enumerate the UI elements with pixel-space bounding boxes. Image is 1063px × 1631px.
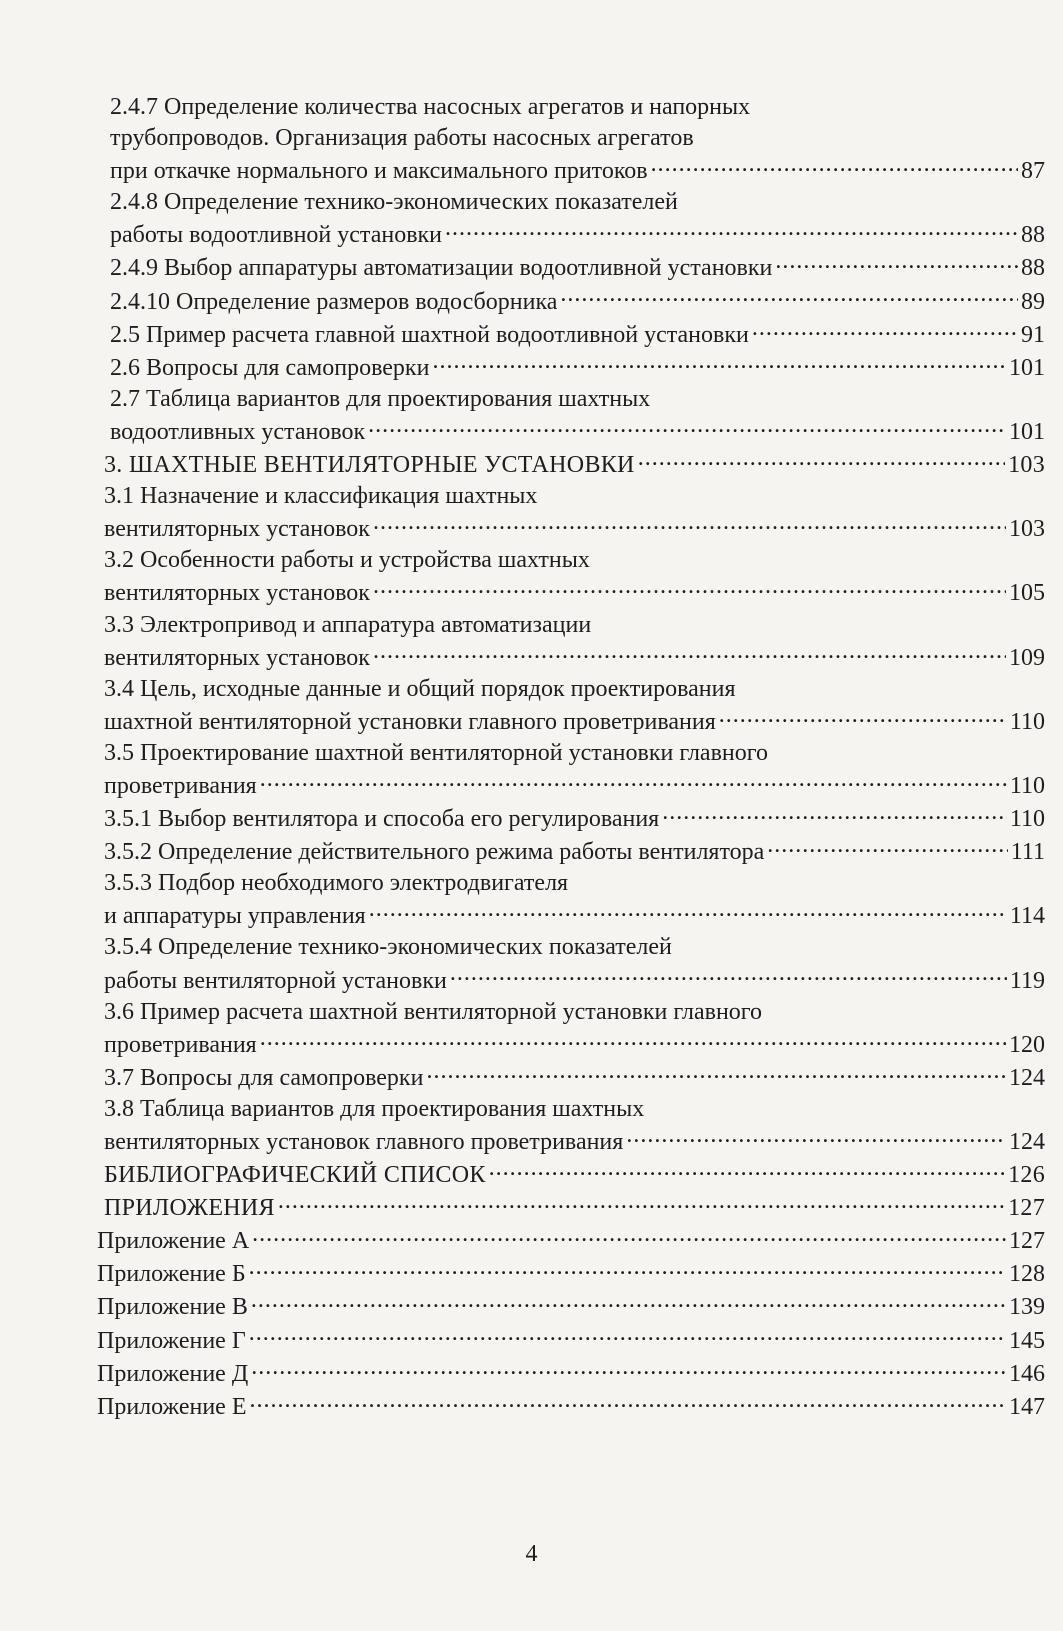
toc-entry-title: вентиляторных установок: [104, 644, 370, 671]
table-of-contents: [97, 92, 1045, 1423]
toc-entry-title: Приложение В: [97, 1294, 248, 1321]
toc-entry: [97, 868, 1045, 932]
toc-entry-title: Приложение Е: [97, 1393, 247, 1420]
toc-page-number: 89: [1021, 288, 1045, 315]
toc-entry-title: Приложение Д: [97, 1360, 249, 1387]
toc-line: [104, 769, 1045, 802]
toc-line: [104, 1125, 1045, 1158]
toc-page-number: 101: [1009, 354, 1045, 381]
dot-leader: [252, 1224, 1006, 1248]
toc-page-number: 147: [1009, 1393, 1045, 1420]
toc-page-number: 111: [1010, 839, 1045, 866]
toc-line: [104, 512, 1045, 545]
toc-line: [104, 545, 1045, 576]
toc-entry-title: при откачке нормального и максимального притоков: [110, 158, 648, 185]
toc-entry: [97, 835, 1045, 868]
toc-entry-title: вентиляторных установок главного проветривания: [104, 1129, 624, 1155]
toc-entry-title: 3.5.1 Выбор вентилятора и способа его регулирования: [104, 806, 660, 833]
toc-entry-title: 3.6 Пример расчета шахтной вентиляторной установки главного: [104, 998, 763, 1025]
toc-page-number: 91: [1021, 321, 1045, 348]
dot-leader: [249, 1257, 1006, 1281]
toc-entry-title: 2.6 Вопросы для самопроверки: [110, 354, 430, 381]
toc-entry: [97, 1290, 1045, 1323]
toc-entry-title: трубопроводов. Организация работы насосных агрегатов: [110, 125, 694, 152]
toc-entry-title: Приложение А: [97, 1228, 250, 1255]
toc-page-number: 88: [1021, 222, 1045, 249]
toc-line: [104, 1191, 1045, 1224]
toc-entry-title: 3.5 Проектирование шахтной вентиляторной установки главного: [104, 739, 769, 766]
toc-page-number: 103: [1009, 516, 1045, 543]
toc-line: [110, 285, 1045, 318]
toc-page-number: 127: [1009, 1228, 1045, 1255]
toc-entry: [97, 1094, 1045, 1158]
dot-leader: [767, 835, 1007, 859]
toc-entry-title: ПРИЛОЖЕНИЯ: [104, 1195, 275, 1222]
toc-chapter: [97, 448, 1045, 481]
toc-page-number: 146: [1009, 1360, 1045, 1387]
dot-leader: [373, 576, 1006, 600]
toc-line: [104, 868, 1045, 899]
toc-entry-title: 2.7 Таблица вариантов для проектирования шахтных: [110, 385, 651, 412]
toc-entry-title: проветривания: [104, 1031, 257, 1058]
toc-line: [104, 448, 1045, 481]
toc-line: [104, 1158, 1045, 1191]
toc-page-number: 139: [1009, 1294, 1045, 1321]
toc-entry: [97, 1224, 1045, 1257]
toc-page-number: 124: [1009, 1129, 1045, 1155]
dot-leader: [489, 1158, 1005, 1182]
toc-entry-title: и аппаратуры управления: [104, 903, 366, 930]
toc-entry: [97, 932, 1045, 996]
dot-leader: [251, 1357, 1006, 1381]
toc-line: [104, 705, 1045, 738]
toc-line: [104, 899, 1045, 932]
dot-leader: [260, 1028, 1006, 1052]
toc-page-number: 110: [1009, 772, 1045, 799]
toc-page-number: 110: [1009, 708, 1045, 735]
dot-leader: [368, 415, 1006, 439]
toc-line: [104, 997, 1045, 1028]
toc-entry-title: 3.1 Назначение и классификация шахтных: [104, 483, 538, 510]
toc-line: [104, 1061, 1045, 1094]
toc-page-number: 124: [1009, 1064, 1045, 1091]
toc-entry-title: водоотливных установок: [110, 418, 366, 445]
toc-line: [104, 576, 1045, 609]
toc-entry: [97, 92, 1045, 187]
toc-page-number: 103: [1008, 452, 1045, 479]
toc-line: [97, 1390, 1045, 1423]
toc-line: [104, 964, 1045, 997]
toc-entry: [97, 285, 1045, 318]
dot-leader: [626, 1125, 1006, 1149]
toc-entry: [97, 802, 1045, 835]
toc-line: [104, 738, 1045, 769]
toc-entry-title: проветривания: [104, 772, 257, 799]
toc-line: [97, 1324, 1045, 1357]
dot-leader: [752, 318, 1018, 342]
toc-entry-title: 3.4 Цель, исходные данные и общий порядок проектирования: [104, 675, 736, 702]
toc-entry: [97, 351, 1045, 384]
toc-page-number: 127: [1008, 1195, 1045, 1222]
toc-line: [110, 218, 1045, 251]
toc-entry-title: вентиляторных установок: [104, 516, 370, 543]
toc-entry-title: 2.4.9 Выбор аппаратуры автоматизации водоотливной установки: [110, 255, 773, 282]
toc-entry-title: вентиляторных установок: [104, 580, 370, 607]
toc-entry: [97, 1390, 1045, 1423]
toc-page-number: 145: [1009, 1327, 1045, 1354]
dot-leader: [560, 285, 1018, 309]
toc-line: [97, 1257, 1045, 1290]
dot-leader: [278, 1191, 1005, 1215]
toc-entry-title: 3.5.2 Определение действительного режима работы вентилятора: [104, 839, 765, 866]
toc-page-number: 87: [1021, 158, 1045, 185]
toc-page-number: 105: [1009, 580, 1045, 607]
dot-leader: [662, 802, 1007, 826]
toc-entry-title: 3.2 Особенности работы и устройства шахтных: [104, 547, 590, 574]
toc-entry-title: 3.8 Таблица вариантов для проектирования шахтных: [104, 1095, 645, 1122]
toc-line: [110, 187, 1045, 218]
toc-line: [110, 92, 1045, 123]
toc-entry: [97, 187, 1045, 251]
toc-line: [104, 835, 1045, 868]
toc-line: [110, 123, 1045, 154]
dot-leader: [426, 1061, 1006, 1085]
toc-entry-title: 3.7 Вопросы для самопроверки: [104, 1064, 424, 1091]
toc-entry: [97, 1324, 1045, 1357]
toc-page-number: 128: [1009, 1261, 1045, 1288]
toc-entry-title: 2.4.7 Определение количества насосных агрегатов и напорных: [110, 94, 751, 120]
toc-entry-title: 3.5.3 Подбор необходимого электродвигателя: [104, 870, 569, 897]
toc-entry-title: шахтной вентиляторной установки главного проветривания: [104, 708, 716, 735]
toc-entry: [97, 610, 1045, 674]
dot-leader: [260, 769, 1007, 793]
toc-page-number: 101: [1009, 418, 1045, 445]
toc-line: [104, 610, 1045, 641]
toc-page-number: 114: [1009, 903, 1045, 930]
toc-page-number: 110: [1009, 806, 1045, 833]
toc-entry-title: 3.3 Электропривод и аппаратура автоматизации: [104, 611, 592, 638]
toc-entry-title: работы вентиляторной установки: [104, 967, 447, 994]
toc-entry: [97, 318, 1045, 351]
toc-line: [97, 1357, 1045, 1390]
toc-line: [97, 1224, 1045, 1257]
toc-line: [97, 1290, 1045, 1323]
toc-line: [104, 674, 1045, 705]
dot-leader: [651, 154, 1018, 178]
dot-leader: [450, 964, 1007, 988]
toc-entry: [97, 481, 1045, 545]
dot-leader: [369, 899, 1007, 923]
toc-entry: [97, 545, 1045, 609]
toc-line: [110, 415, 1045, 448]
toc-line: [104, 802, 1045, 835]
toc-entry: [97, 997, 1045, 1061]
toc-entry: [97, 251, 1045, 284]
toc-line: [104, 1028, 1045, 1061]
dot-leader: [373, 512, 1006, 536]
dot-leader: [249, 1390, 1006, 1414]
toc-entry-title: 2.4.10 Определение размеров водосборника: [110, 288, 558, 315]
toc-entry-title: Приложение Г: [97, 1327, 246, 1354]
dot-leader: [251, 1290, 1006, 1314]
dot-leader: [249, 1324, 1006, 1348]
dot-leader: [373, 641, 1006, 665]
toc-entry: [97, 384, 1045, 448]
toc-entry-title: 3.5.4 Определение технико-экономических показателей: [104, 934, 672, 961]
toc-entry-title: БИБЛИОГРАФИЧЕСКИЙ СПИСОК: [104, 1162, 486, 1189]
toc-line: [110, 251, 1045, 284]
toc-page-number: 88: [1021, 255, 1045, 282]
dot-leader: [432, 351, 1006, 375]
toc-entry-title: Приложение Б: [97, 1261, 246, 1288]
toc-line: [110, 318, 1045, 351]
toc-entry-title: 2.4.8 Определение технико-экономических показателей: [110, 189, 678, 216]
dot-leader: [638, 448, 1005, 472]
dot-leader: [775, 251, 1018, 275]
toc-entry: [97, 1257, 1045, 1290]
toc-entry: [97, 1357, 1045, 1390]
toc-chapter: [97, 1191, 1045, 1224]
toc-page-number: 109: [1009, 644, 1045, 671]
toc-line: [104, 641, 1045, 674]
toc-line: [104, 481, 1045, 512]
toc-chapter: [97, 1158, 1045, 1191]
toc-line: [110, 154, 1045, 187]
toc-line: [104, 932, 1045, 963]
dot-leader: [445, 218, 1018, 242]
toc-line: [110, 384, 1045, 415]
toc-entry-title: 3. ШАХТНЫЕ ВЕНТИЛЯТОРНЫЕ УСТАНОВКИ: [104, 452, 635, 479]
toc-entry: [97, 674, 1045, 738]
dot-leader: [719, 705, 1007, 729]
toc-entry-title: 2.5 Пример расчета главной шахтной водоотливной установки: [110, 321, 749, 348]
page-number: 4: [525, 1541, 538, 1567]
toc-entry-title: работы водоотливной установки: [110, 222, 443, 249]
toc-page-number: 120: [1009, 1031, 1045, 1058]
toc-page-number: 119: [1009, 967, 1045, 994]
toc-entry: [97, 1061, 1045, 1094]
toc-line: [104, 1094, 1045, 1125]
toc-entry: [97, 738, 1045, 802]
toc-page-number: 126: [1008, 1162, 1045, 1189]
toc-line: [110, 351, 1045, 384]
